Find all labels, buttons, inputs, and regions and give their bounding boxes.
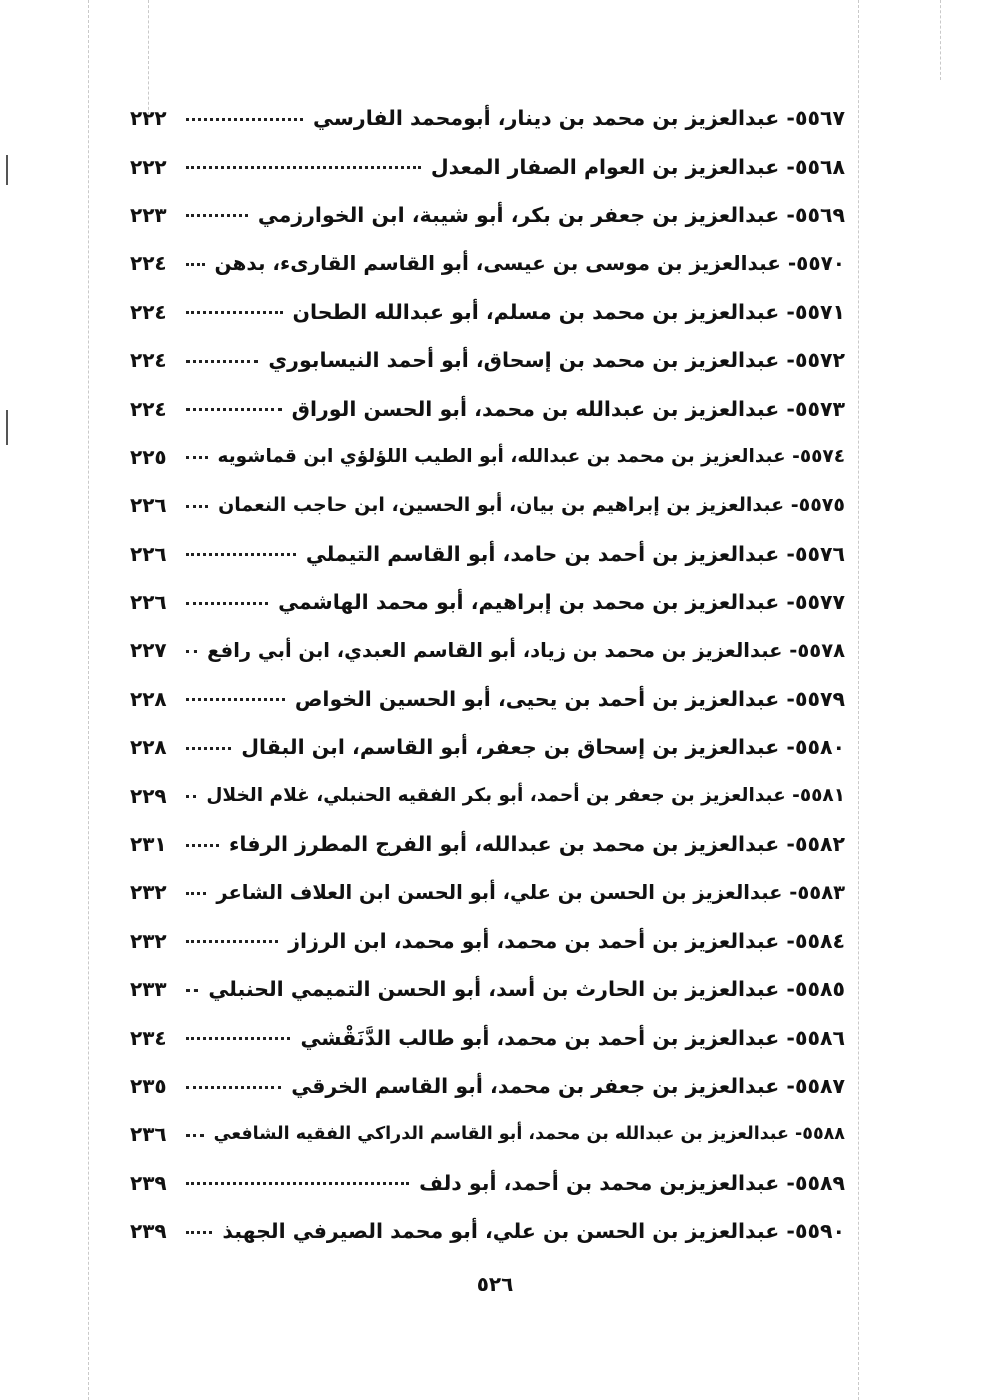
- dot-leader: [186, 934, 278, 943]
- entry-label: ٥٥٨٢- عبدالعزيز بن محمد بن عبدالله، أبو الفرج المطرز الرفاء: [228, 832, 845, 857]
- entry-number: ٥٥٨٨: [802, 1124, 845, 1145]
- index-entry: [130, 1013, 845, 1061]
- index-entry: [130, 94, 845, 142]
- entry-name: عبدالعزيز بن أحمد بن حامد، أبو القاسم التيملي: [305, 541, 780, 566]
- entry-page-number: ٢٣٩: [130, 1219, 167, 1244]
- entry-label: ٥٥٦٧- عبدالعزيز بن محمد بن دينار، أبومحمد الفارسي: [313, 106, 845, 131]
- dot-leader: [186, 886, 206, 895]
- entry-label: ٥٥٦٨- عبدالعزيز بن العوام الصفار المعدل: [430, 154, 845, 179]
- dot-leader: [186, 160, 421, 169]
- entry-name: عبدالعزيز بن إسحاق بن جعفر، أبو القاسم، ابن البقال: [241, 735, 780, 760]
- entry-number: ٥٥٨١: [799, 785, 845, 807]
- entry-label: ٥٥٧٣- عبدالعزيز بن عبدالله بن محمد، أبو الحسن الوراق: [291, 396, 845, 421]
- entry-name: عبدالعزيزبن محمد بن أحمد، أبو دلف: [419, 1170, 780, 1195]
- entry-label: ٥٥٧٤- عبدالعزيز بن محمد بن عبدالله، أبو الطيب اللؤلؤي ابن قماشويه: [217, 446, 845, 468]
- index-entry: [130, 917, 845, 965]
- dot-leader: [186, 1031, 290, 1040]
- entry-number: ٥٥٨٤: [794, 928, 845, 953]
- entry-name: عبدالعزيز بن محمد بن إبراهيم، أبو محمد الهاشمي: [278, 590, 780, 615]
- dot-leader: [186, 838, 219, 847]
- entry-page-number: ٢٢٢: [130, 106, 167, 131]
- entry-page-number: ٢٣٤: [130, 1025, 167, 1050]
- entry-page-number: ٢٢٦: [130, 590, 167, 615]
- dot-leader: [186, 208, 248, 217]
- dot-leader: [186, 547, 296, 556]
- entry-page-number: ٢٢٤: [130, 348, 167, 373]
- entry-number: ٥٥٦٧: [794, 106, 845, 131]
- entry-name: عبدالعزيز بن الحسن بن علي، أبو الحسن ابن العلاف الشاعر: [216, 880, 783, 904]
- entry-name: عبدالعزيز بن محمد بن إسحاق، أبو أحمد النيسابوري: [268, 348, 780, 373]
- dot-leader: [186, 644, 197, 653]
- entry-number: ٥٥٨٠: [794, 735, 845, 760]
- entry-number: ٥٥٨٥: [794, 977, 845, 1002]
- entry-page-number: ٢٢٤: [130, 396, 167, 421]
- entry-number: ٥٥٨٧: [794, 1074, 845, 1098]
- index-entry: [130, 288, 845, 336]
- entry-label: ٥٥٨٨- عبدالعزيز بن عبدالله بن محمد، أبو القاسم الدراكي الفقيه الشافعي: [213, 1124, 845, 1145]
- entry-number: ٥٥٧٦: [794, 541, 845, 566]
- entry-name: عبدالعزيز بن العوام الصفار المعدل: [430, 154, 780, 179]
- scan-artifact-line: [88, 0, 89, 1400]
- index-entry: [130, 191, 845, 239]
- entry-number: ٥٥٧٢: [794, 348, 845, 373]
- dot-leader: [186, 1176, 409, 1185]
- entry-label: ٥٥٨٧- عبدالعزيز بن جعفر بن محمد، أبو القاسم الخرقي: [291, 1074, 845, 1098]
- entry-page-number: ٢٢٧: [130, 638, 167, 663]
- entry-number: ٥٥٧٥: [798, 494, 845, 517]
- index-entry: [130, 675, 845, 723]
- entry-name: عبدالعزيز بن محمد بن زياد، أبو القاسم العبدي، ابن أبي رافع: [207, 638, 783, 662]
- entry-page-number: ٢٣٥: [130, 1074, 167, 1098]
- entry-page-number: ٢٢٢: [130, 154, 167, 179]
- index-entry: [130, 771, 845, 819]
- dot-leader: [186, 499, 208, 508]
- entry-page-number: ٢٣٣: [130, 977, 167, 1002]
- index-entry: [130, 336, 845, 384]
- entry-name: عبدالعزيز بن عبدالله بن محمد، أبو الحسن الوراق: [291, 396, 780, 421]
- entry-label: ٥٥٧٧- عبدالعزيز بن محمد بن إبراهيم، أبو محمد الهاشمي: [278, 590, 845, 615]
- entry-label: ٥٥٧٢- عبدالعزيز بن محمد بن إسحاق، أبو أحمد النيسابوري: [268, 348, 845, 373]
- entry-number: ٥٥٧٩: [794, 686, 845, 711]
- entry-number: ٥٥٦٨: [794, 154, 845, 179]
- entry-page-number: ٢٣١: [130, 832, 167, 857]
- index-entry: [130, 239, 845, 287]
- entry-label: ٥٥٨٤- عبدالعزيز بن أحمد بن محمد، أبو محمد، ابن الرزاز: [288, 928, 845, 953]
- index-entry: [130, 1110, 845, 1158]
- entry-page-number: ٢٣٩: [130, 1170, 167, 1195]
- entry-label: ٥٥٨٩- عبدالعزيزبن محمد بن أحمد، أبو دلف: [419, 1170, 845, 1195]
- entry-name: عبدالعزيز بن محمد بن عبدالله، أبو الفرج المطرز الرفاء: [228, 832, 780, 857]
- index-entry-list: [130, 94, 845, 1255]
- index-entry: [130, 433, 845, 481]
- dot-leader: [186, 789, 196, 798]
- entry-number: ٥٥٨٢: [794, 832, 845, 857]
- entry-page-number: ٢٢٩: [130, 783, 167, 808]
- entry-number: ٥٥٨٣: [797, 880, 845, 904]
- index-entry: [130, 820, 845, 868]
- entry-label: ٥٥٩٠- عبدالعزيز بن الحسن بن علي، أبو محمد الصيرفي الجهبذ: [222, 1219, 845, 1244]
- entry-label: ٥٥٨٣- عبدالعزيز بن الحسن بن علي، أبو الحسن ابن العلاف الشاعر: [216, 880, 845, 904]
- entry-page-number: ٢٣٢: [130, 928, 167, 953]
- entry-label: ٥٥٧٦- عبدالعزيز بن أحمد بن حامد، أبو القاسم التيملي: [305, 541, 845, 566]
- dot-leader: [186, 1225, 212, 1234]
- entry-name: عبدالعزيز بن أحمد بن محمد، أبو محمد، ابن الرزاز: [288, 928, 780, 953]
- entry-page-number: ٢٢٦: [130, 541, 167, 566]
- dot-leader: [186, 305, 283, 314]
- entry-page-number: ٢٣٦: [130, 1122, 167, 1147]
- entry-number: ٥٥٨٩: [794, 1170, 845, 1195]
- entry-name: عبدالعزيز بن الحسن بن علي، أبو محمد الصيرفي الجهبذ: [222, 1219, 780, 1244]
- entry-number: ٥٥٨٦: [794, 1025, 845, 1050]
- index-entry: [130, 1207, 845, 1255]
- entry-label: ٥٥٧٨- عبدالعزيز بن محمد بن زياد، أبو القاسم العبدي، ابن أبي رافع: [207, 638, 845, 662]
- dot-leader: [186, 596, 268, 605]
- entry-page-number: ٢٢٨: [130, 686, 167, 711]
- entry-name: عبدالعزيز بن عبدالله بن محمد، أبو القاسم الدراكي الفقيه الشافعي: [213, 1124, 789, 1145]
- index-entry: [130, 384, 845, 432]
- entry-number: ٥٥٦٩: [794, 202, 845, 227]
- entry-label: ٥٥٧٥- عبدالعزيز بن إبراهيم بن بيان، أبو الحسين، ابن حاجب النعمان: [218, 494, 845, 517]
- index-entry: [130, 578, 845, 626]
- entry-number: ٥٥٧١: [794, 299, 845, 324]
- entry-label: ٥٥٦٩- عبدالعزيز بن جعفر بن بكر، أبو شيبة، ابن الخوارزمي: [257, 202, 845, 227]
- dot-leader: [186, 450, 208, 459]
- index-entry: [130, 868, 845, 916]
- scan-artifact-mark: [6, 155, 8, 185]
- dot-leader: [186, 112, 303, 121]
- entry-number: ٥٥٩٠: [794, 1219, 845, 1244]
- entry-label: ٥٥٧٩- عبدالعزيز بن أحمد بن يحيى، أبو الحسين الخواص: [294, 686, 845, 711]
- entry-name: عبدالعزيز بن محمد بن دينار، أبومحمد الفارسي: [313, 106, 780, 131]
- dot-leader: [186, 983, 198, 992]
- entry-name: عبدالعزيز بن جعفر بن محمد، أبو القاسم الخرقي: [291, 1074, 780, 1098]
- entry-name: عبدالعزيز بن إبراهيم بن بيان، أبو الحسين، ابن حاجب النعمان: [218, 494, 785, 517]
- entry-page-number: ٢٢٤: [130, 299, 167, 324]
- entry-number: ٥٥٧٠: [796, 251, 845, 276]
- index-entry: [130, 481, 845, 529]
- dot-leader: [186, 1128, 204, 1137]
- scan-artifact-line: [858, 0, 859, 1400]
- entry-name: عبدالعزيز بن محمد بن عبدالله، أبو الطيب اللؤلؤي ابن قماشويه: [217, 446, 786, 468]
- entry-name: عبدالعزيز بن جعفر بن بكر، أبو شيبة، ابن الخوارزمي: [257, 202, 780, 227]
- dot-leader: [186, 257, 205, 266]
- entry-label: ٥٥٧١- عبدالعزيز بن محمد بن مسلم، أبو عبدالله الطحان: [292, 299, 845, 324]
- entry-name: عبدالعزيز بن الحارث بن أسد، أبو الحسن التميمي الحنبلي: [208, 977, 780, 1002]
- dot-leader: [186, 402, 282, 411]
- entry-name: عبدالعزيز بن أحمد بن محمد، أبو طالب الدَّنَقْشي: [300, 1025, 780, 1050]
- index-entry: [130, 723, 845, 771]
- entry-page-number: ٢٢٦: [130, 493, 167, 518]
- entry-name: عبدالعزيز بن محمد بن مسلم، أبو عبدالله الطحان: [292, 299, 780, 324]
- entry-name: عبدالعزيز بن موسى بن عيسى، أبو القاسم القارىء، بدهن: [214, 251, 781, 276]
- dot-leader: [186, 1080, 281, 1089]
- scan-artifact-mark: [6, 410, 8, 445]
- entry-page-number: ٢٢٣: [130, 202, 167, 227]
- entry-number: ٥٥٧٣: [794, 396, 845, 421]
- dot-leader: [186, 354, 258, 363]
- index-entry: [130, 626, 845, 674]
- entry-name: عبدالعزيز بن جعفر بن أحمد، أبو بكر الفقيه الحنبلي، غلام الخلال: [206, 785, 786, 807]
- entry-page-number: ٢٢٨: [130, 735, 167, 760]
- entry-page-number: ٢٢٤: [130, 251, 167, 276]
- scan-artifact-line: [940, 0, 941, 80]
- dot-leader: [186, 692, 285, 701]
- entry-label: ٥٥٨٥- عبدالعزيز بن الحارث بن أسد، أبو الحسن التميمي الحنبلي: [208, 977, 845, 1002]
- index-entry: [130, 965, 845, 1013]
- entry-page-number: ٢٢٥: [130, 444, 167, 469]
- entry-number: ٥٥٧٧: [794, 590, 845, 615]
- entry-label: ٥٥٨١- عبدالعزيز بن جعفر بن أحمد، أبو بكر الفقيه الحنبلي، غلام الخلال: [206, 785, 845, 807]
- entry-name: عبدالعزيز بن أحمد بن يحيى، أبو الحسين الخواص: [294, 686, 780, 711]
- entry-page-number: ٢٣٢: [130, 880, 167, 905]
- dot-leader: [186, 741, 231, 750]
- index-entry: [130, 142, 845, 190]
- entry-number: ٥٥٧٤: [799, 446, 845, 468]
- entry-label: ٥٥٧٠- عبدالعزيز بن موسى بن عيسى، أبو القاسم القارىء، بدهن: [214, 251, 845, 276]
- index-entry: [130, 530, 845, 578]
- entry-label: ٥٥٨٠- عبدالعزيز بن إسحاق بن جعفر، أبو القاسم، ابن البقال: [241, 735, 845, 760]
- index-entry: [130, 1159, 845, 1207]
- entry-label: ٥٥٨٦- عبدالعزيز بن أحمد بن محمد، أبو طالب الدَّنَقْشي: [300, 1025, 845, 1050]
- index-entry: [130, 1062, 845, 1110]
- entry-number: ٥٥٧٨: [797, 638, 845, 662]
- page-number: ٥٢٦: [476, 1272, 514, 1296]
